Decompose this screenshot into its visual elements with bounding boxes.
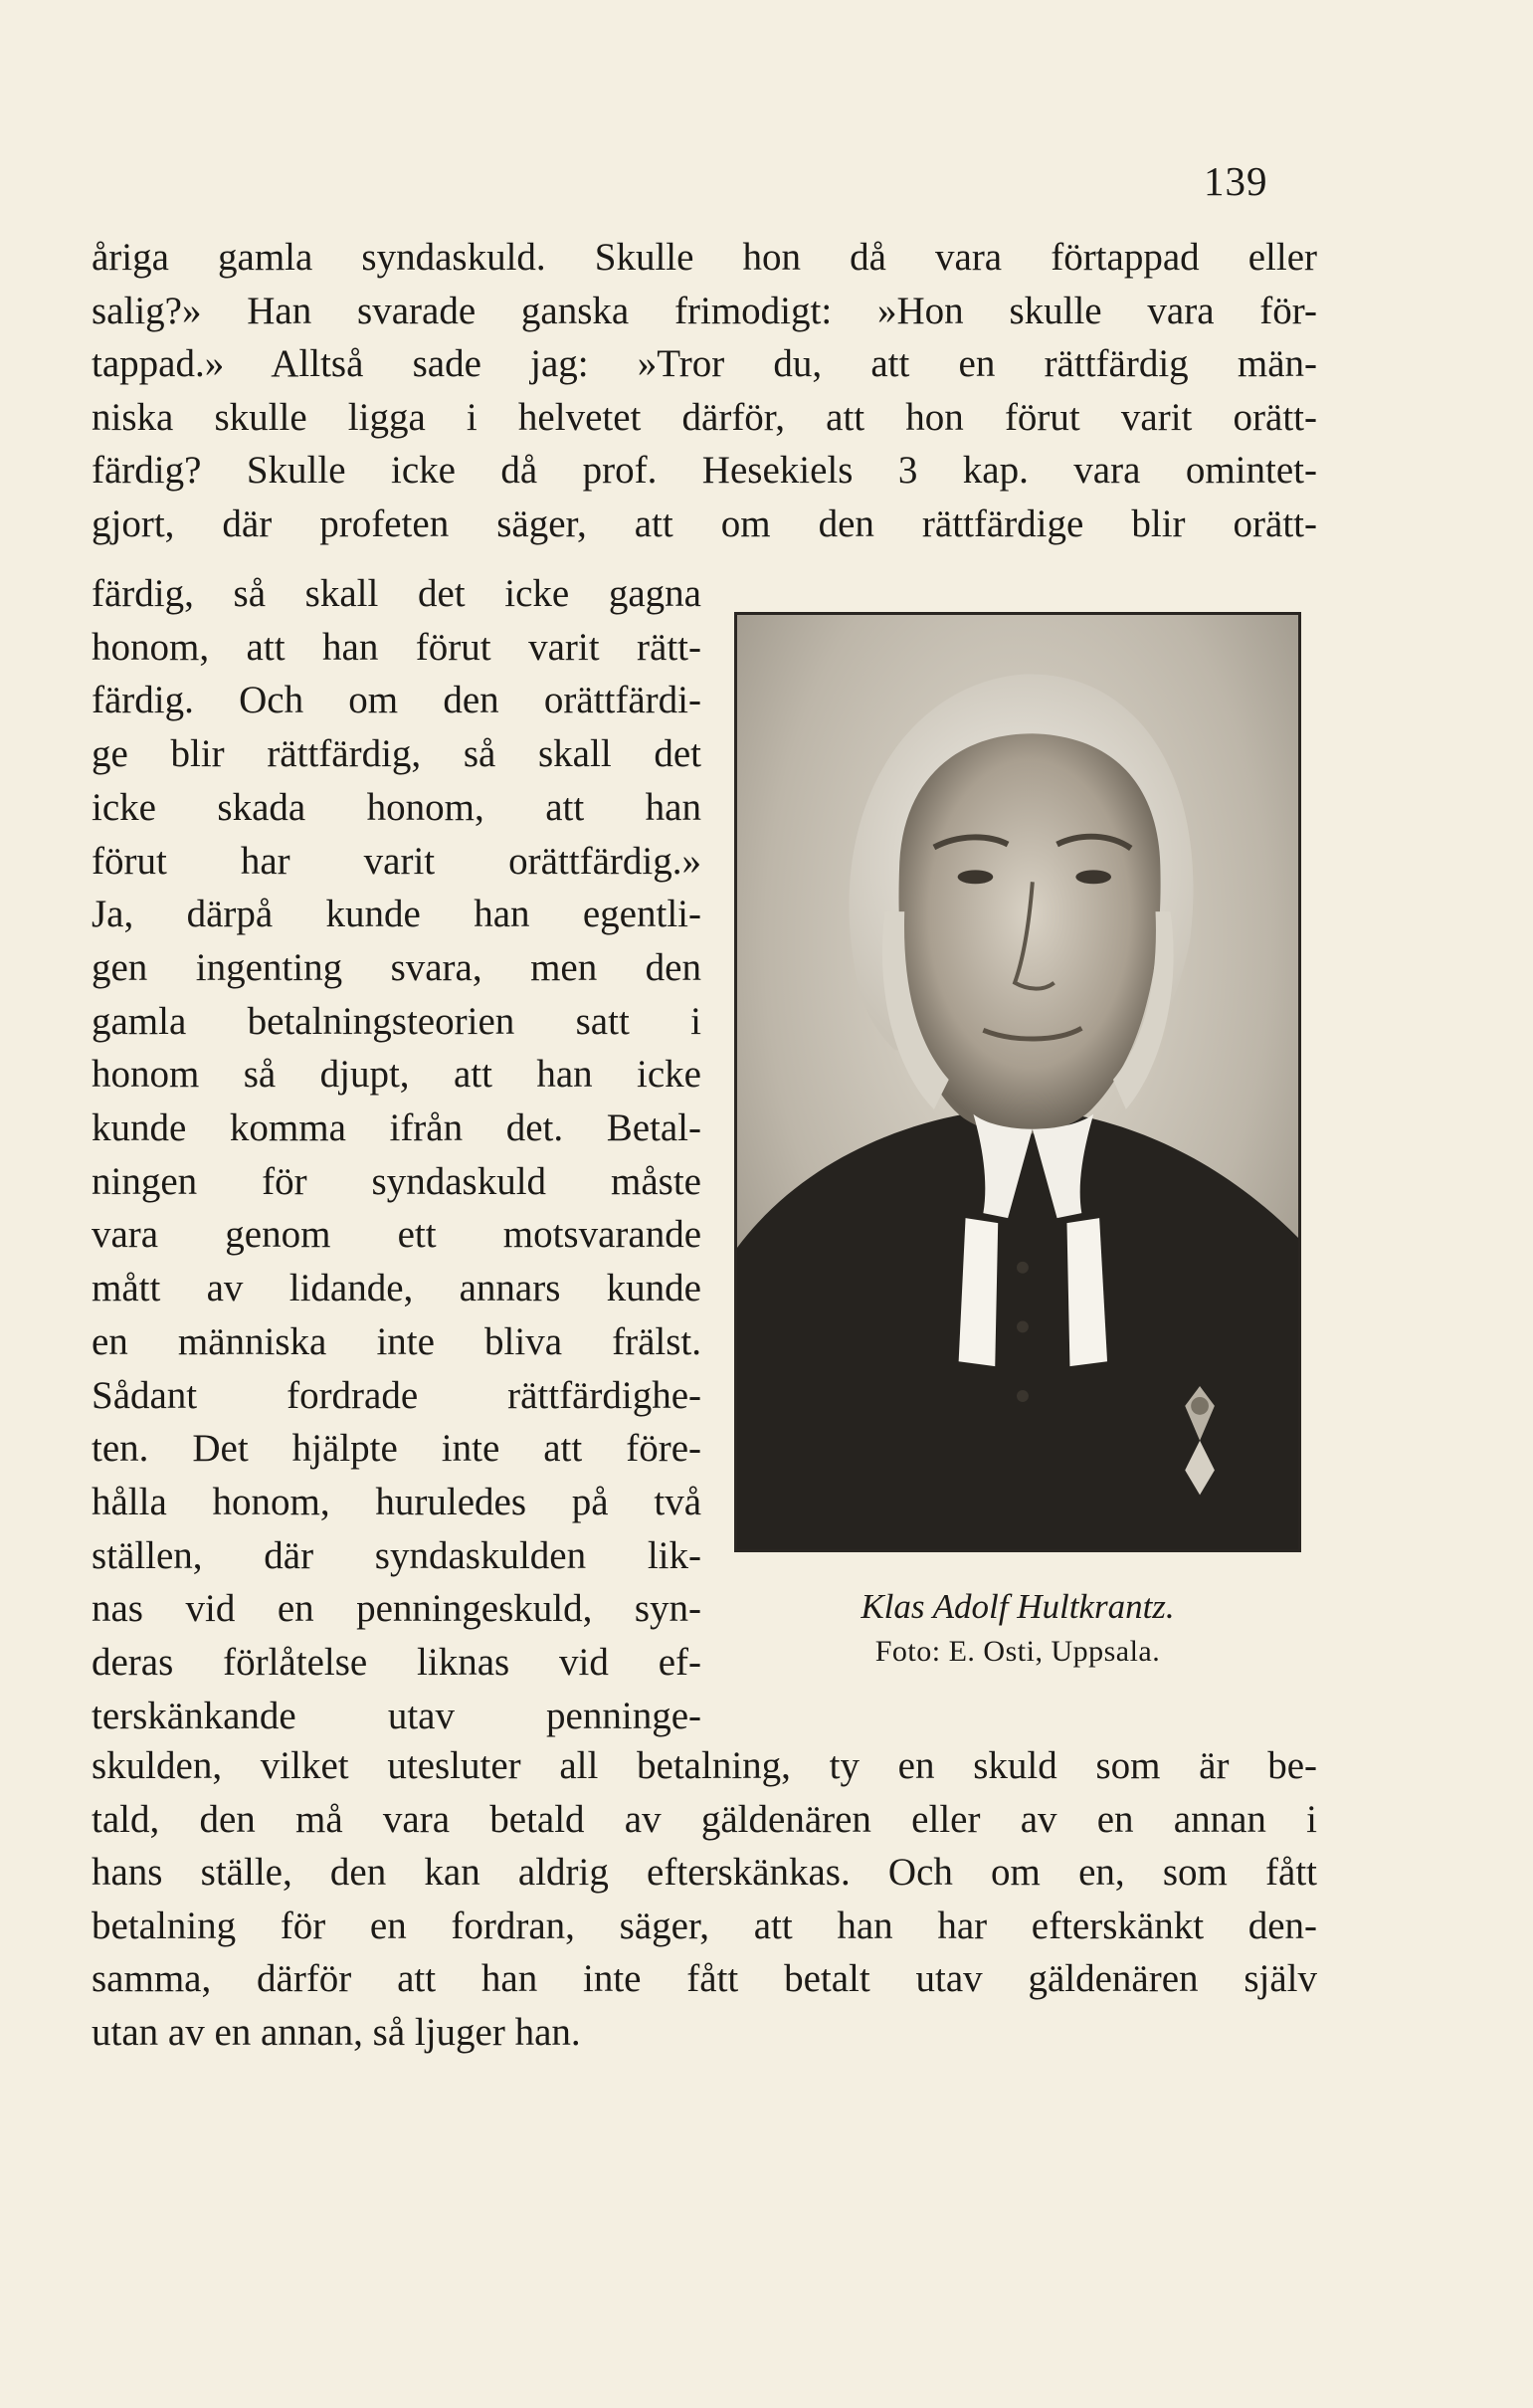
text-line: skulden, vilket utesluter all betalning, ty en skuld som är be-	[92, 1744, 1317, 1787]
figure-caption	[734, 1584, 1301, 1674]
text-line: deras förlåtelse liknas vid ef-	[92, 1641, 701, 1685]
text-line: utan av en annan, så ljuger han.	[92, 2010, 581, 2054]
caption-name: Klas Adolf Hultkrantz.	[861, 1587, 1175, 1626]
text-line: Ja, därpå kunde han egentli-	[92, 893, 701, 936]
text-line: förut har varit orättfärdig.»	[92, 839, 701, 883]
text-line: ställen, där syndaskulden lik-	[92, 1533, 701, 1577]
text-line: nas vid en penningeskuld, syn-	[92, 1587, 701, 1631]
text-line: hans ställe, den kan aldrig efterskänkas. Och om en, som fått	[92, 1851, 1317, 1894]
wrapped-paragraph	[92, 567, 701, 1742]
text-line: färdig, så skall det icke gagna	[92, 572, 701, 615]
text-line: gen ingenting svara, men den	[92, 945, 701, 989]
text-line: honom, att han förut varit rätt-	[92, 625, 701, 669]
text-line: en människa inte bliva frälst.	[92, 1319, 701, 1363]
text-line: vara genom ett motsvarande	[92, 1213, 701, 1257]
text-line: terskänkande utav penninge-	[92, 1694, 701, 1737]
text-line: hålla honom, huruledes på två	[92, 1480, 701, 1523]
text-line: gamla betalningsteorien satt i	[92, 999, 701, 1043]
text-line: Sådant fordrade rättfärdighe-	[92, 1373, 701, 1417]
text-line: tappad.» Alltså sade jag: »Tror du, att en rättfärdig män-	[92, 342, 1317, 385]
top-paragraph	[92, 231, 1317, 550]
text-line: mått av lidande, annars kunde	[92, 1267, 701, 1310]
text-line: färdig. Och om den orättfärdi-	[92, 679, 701, 722]
text-line: tald, den må vara betald av gäldenären eller av en annan i	[92, 1797, 1317, 1841]
text-line: honom så djupt, att han icke	[92, 1053, 701, 1097]
text-line: ten. Det hjälpte inte att före-	[92, 1427, 701, 1471]
text-line: samma, därför att han inte fått betalt utav gäldenären själv	[92, 1957, 1317, 2000]
caption-photo-credit: Foto: E. Osti, Uppsala.	[874, 1635, 1161, 1668]
text-line: åriga gamla syndaskuld. Skulle hon då vara förtappad eller	[92, 236, 1317, 279]
portrait-photo	[734, 612, 1301, 1552]
text-line: niska skulle ligga i helvetet därför, att hon förut varit orätt-	[92, 395, 1317, 439]
text-line: betalning för en fordran, säger, att han har efterskänkt den-	[92, 1904, 1317, 1947]
text-line: salig?» Han svarade ganska frimodigt: »Hon skulle vara för-	[92, 289, 1317, 332]
text-line: ge blir rättfärdig, så skall det	[92, 732, 701, 776]
text-line: kunde komma ifrån det. Betal-	[92, 1106, 701, 1150]
bottom-paragraph	[92, 1739, 1317, 2059]
text-line: icke skada honom, att han	[92, 785, 701, 829]
text-line: ningen för syndaskuld måste	[92, 1159, 701, 1203]
text-line: färdig? Skulle icke då prof. Hesekiels 3 kap. vara omintet-	[92, 449, 1317, 492]
portrait-illustration	[737, 615, 1298, 1549]
page-number: 139	[1204, 158, 1268, 204]
text-line: gjort, där profeten säger, att om den rättfärdige blir orätt-	[92, 502, 1317, 545]
